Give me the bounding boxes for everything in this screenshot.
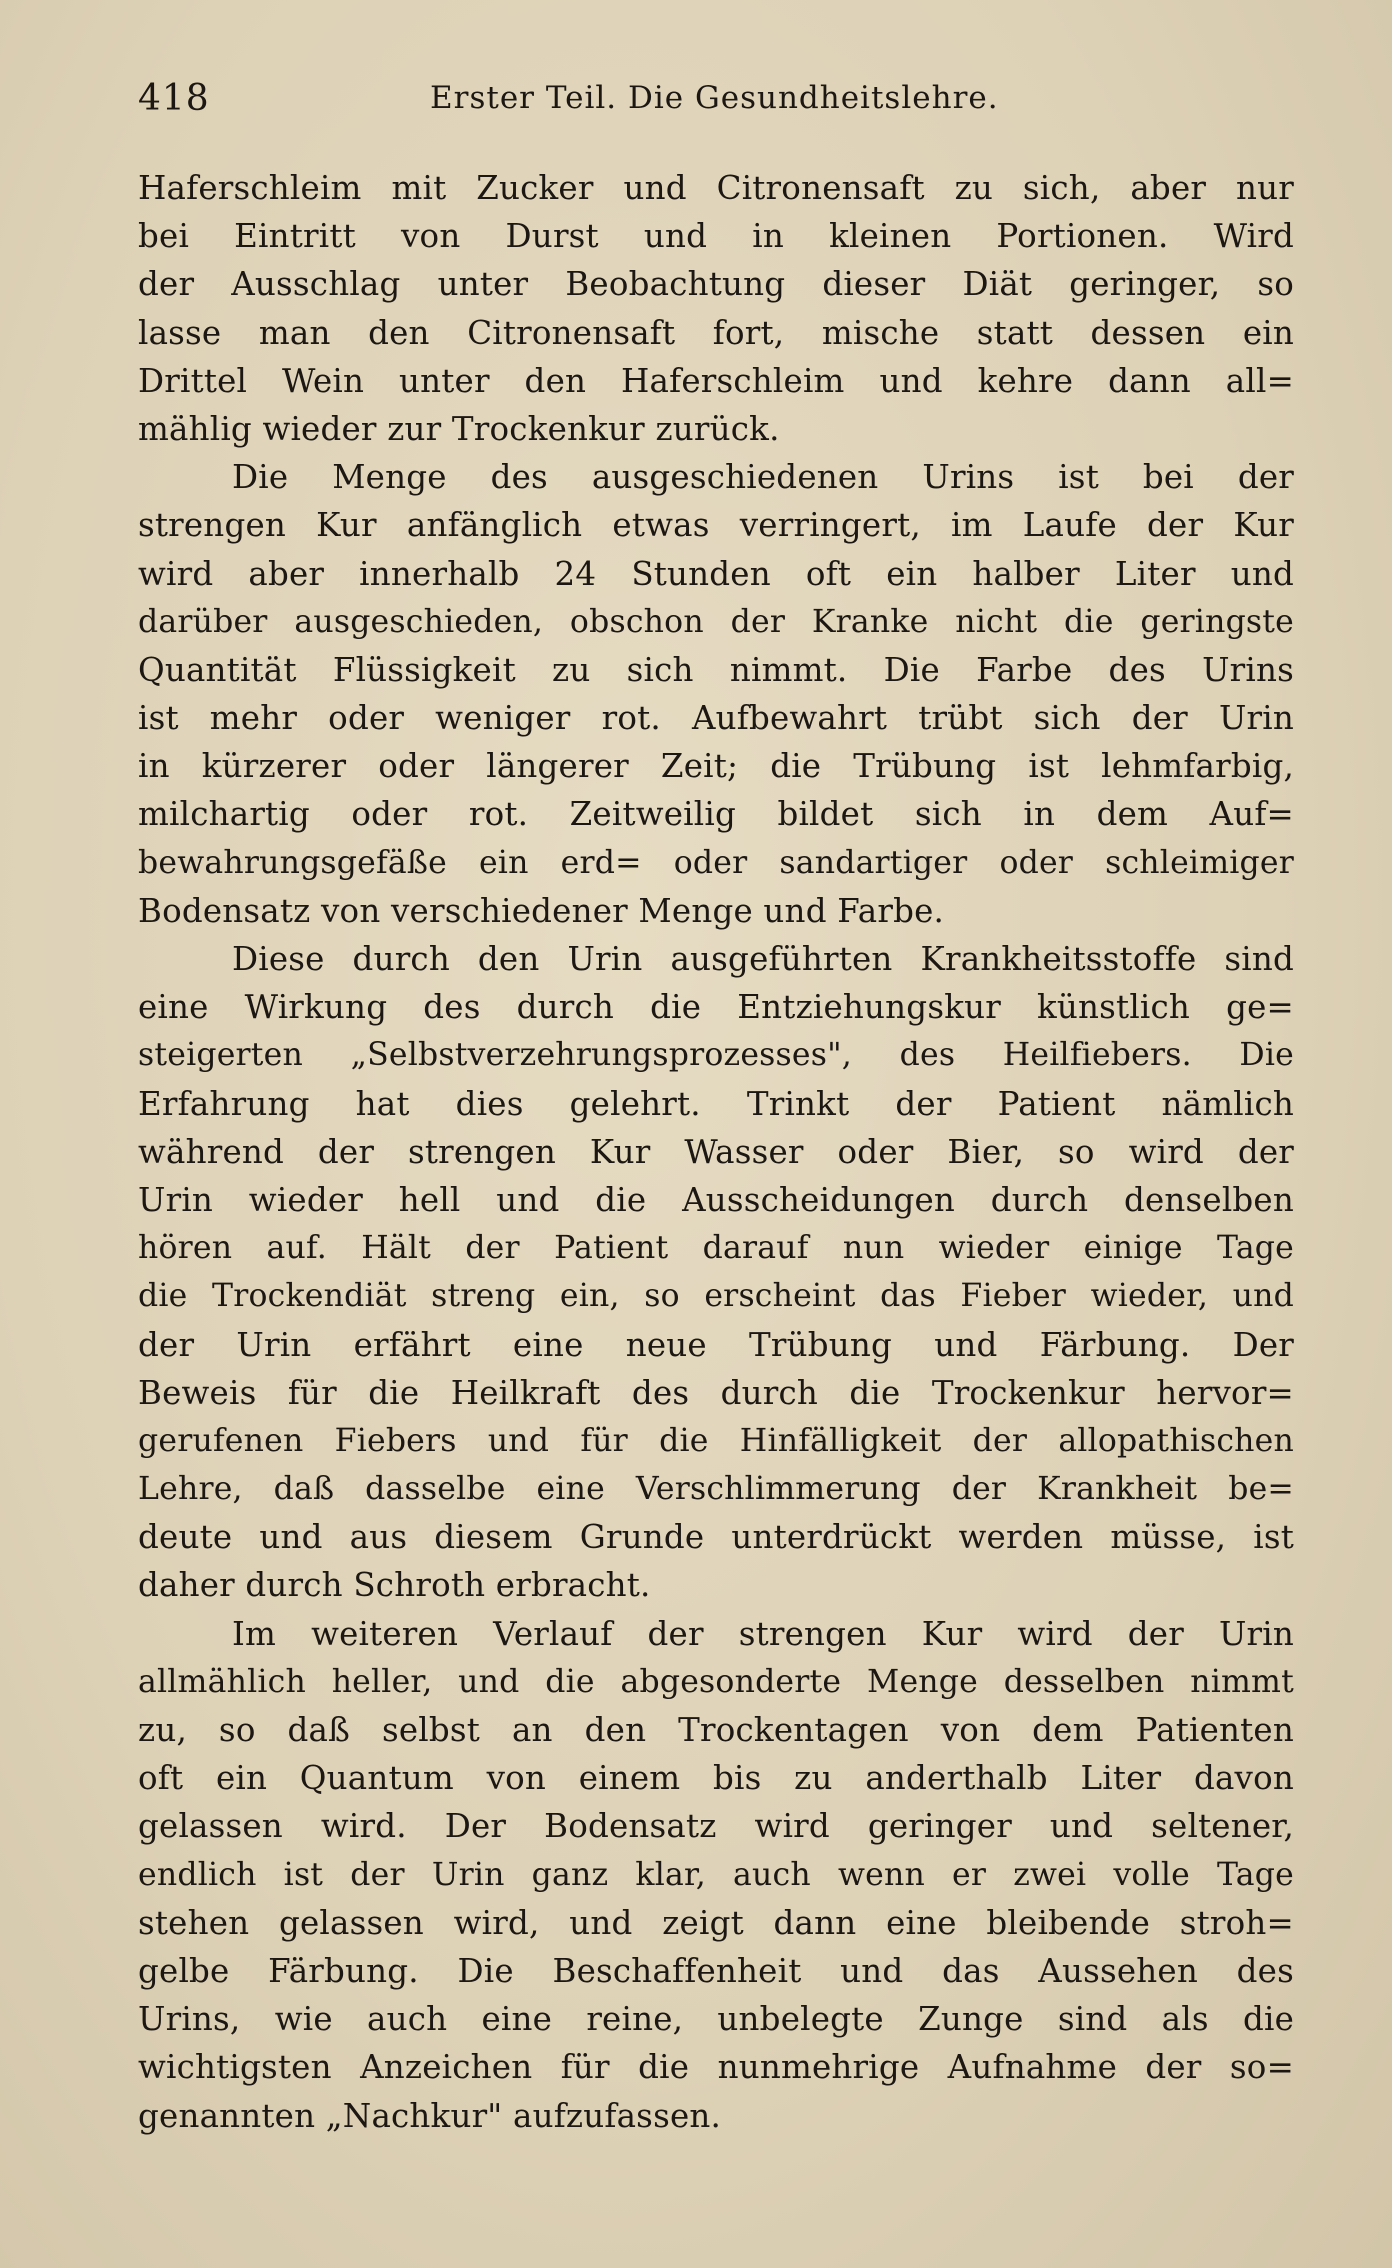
text-line: wird aber innerhalb 24 Stunden oft ein halber Liter und xyxy=(138,554,1294,593)
text-line: strengen Kur anfänglich etwas verringert, im Laufe der Kur xyxy=(138,506,1294,545)
text-line: mählig wieder zur Trockenkur zurück. xyxy=(138,409,780,448)
text-line: lasse man den Citronensaft fort, mische statt dessen ein xyxy=(138,313,1294,352)
text-line: gelassen wird. Der Bodensatz wird geringer und seltener, xyxy=(138,1807,1294,1846)
text-line: gelbe Färbung. Die Beschaffenheit und das Aussehen des xyxy=(138,1951,1294,1990)
text-line: Diese durch den Urin ausgeführten Krankheitsstoffe sind xyxy=(232,940,1294,978)
text-line: Quantität Flüssigkeit zu sich nimmt. Die Farbe des Urins xyxy=(138,650,1294,689)
text-line: milchartig oder rot. Zeitweilig bildet sich in dem Auf= xyxy=(138,795,1294,834)
text-line: Drittel Wein unter den Haferschleim und kehre dann all= xyxy=(138,361,1294,400)
text-line: Urin wieder hell und die Ausscheidungen durch denselben xyxy=(138,1180,1294,1219)
text-line: darüber ausgeschieden, obschon der Kranke nicht die geringste xyxy=(138,603,1294,640)
text-line: Lehre, daß dasselbe eine Verschlimmerung der Krankheit be= xyxy=(138,1471,1294,1508)
text-line: bei Eintritt von Durst und in kleinen Portionen. Wird xyxy=(138,217,1294,256)
page-number: 418 xyxy=(138,78,210,119)
paragraph xyxy=(138,164,1294,453)
text-line: der Urin erfährt eine neue Trübung und Färbung. Der xyxy=(138,1325,1294,1364)
text-line: oft ein Quantum von einem bis zu anderthalb Liter davon xyxy=(138,1759,1294,1798)
text-line: zu, so daß selbst an den Trockentagen von dem Patienten xyxy=(138,1711,1294,1749)
text-line: der Ausschlag unter Beobachtung dieser Diät geringer, so xyxy=(138,265,1294,304)
text-line: endlich ist der Urin ganz klar, auch wenn er zwei volle Tage xyxy=(138,1856,1294,1893)
text-line: Im weiteren Verlauf der strengen Kur wird der Urin xyxy=(232,1614,1294,1653)
paragraph xyxy=(138,1610,1294,2140)
text-line: gerufenen Fiebers und für die Hinfälligkeit der allopathischen xyxy=(138,1422,1294,1459)
text-line: steigerten „Selbstverzehrungsprozesses", des Heilfiebers. Die xyxy=(138,1037,1294,1074)
text-line: Haferschleim mit Zucker und Citronensaft zu sich, aber nur xyxy=(138,169,1294,207)
text-line: bewahrungsgefäße ein erd= oder sandartiger oder schleimiger xyxy=(138,844,1294,881)
text-line: die Trockendiät streng ein, so erscheint das Fieber wieder, und xyxy=(138,1278,1294,1315)
text-line: daher durch Schroth erbracht. xyxy=(138,1566,651,1605)
text-line: Bodensatz von verschiedener Menge und Farbe. xyxy=(138,891,945,930)
running-head: Erster Teil. Die Gesundheitslehre. xyxy=(430,80,999,116)
text-line: Erfahrung hat dies gelehrt. Trinkt der Patient nämlich xyxy=(138,1084,1294,1123)
text-line: während der strengen Kur Wasser oder Bier, so wird der xyxy=(138,1132,1294,1171)
paragraph xyxy=(138,935,1294,1610)
text-line: Beweis für die Heilkraft des durch die Trockenkur hervor= xyxy=(138,1373,1294,1412)
text-line: wichtigsten Anzeichen für die nunmehrige Aufnahme der so= xyxy=(138,2048,1294,2087)
text-line: in kürzerer oder längerer Zeit; die Trübung ist lehmfarbig, xyxy=(138,747,1294,786)
text-line: genannten „Nachkur" aufzufassen. xyxy=(138,2096,722,2135)
text-line: allmählich heller, und die abgesonderte Menge desselben nimmt xyxy=(138,1663,1294,1700)
text-line: ist mehr oder weniger rot. Aufbewahrt trübt sich der Urin xyxy=(138,699,1294,738)
body-text xyxy=(138,164,1294,2140)
text-line: hören auf. Hält der Patient darauf nun wieder einige Tage xyxy=(138,1230,1294,1267)
text-line: deute und aus diesem Grunde unterdrückt werden müsse, ist xyxy=(138,1518,1294,1557)
page-header xyxy=(138,78,1298,128)
text-line: stehen gelassen wird, und zeigt dann eine bleibende stroh= xyxy=(138,1903,1294,1942)
text-line: Die Menge des ausgeschiedenen Urins ist bei der xyxy=(232,458,1294,497)
text-line: eine Wirkung des durch die Entziehungskur künstlich ge= xyxy=(138,988,1294,1027)
paragraph xyxy=(138,453,1294,935)
text-line: Urins, wie auch eine reine, unbelegte Zunge sind als die xyxy=(138,2000,1294,2039)
